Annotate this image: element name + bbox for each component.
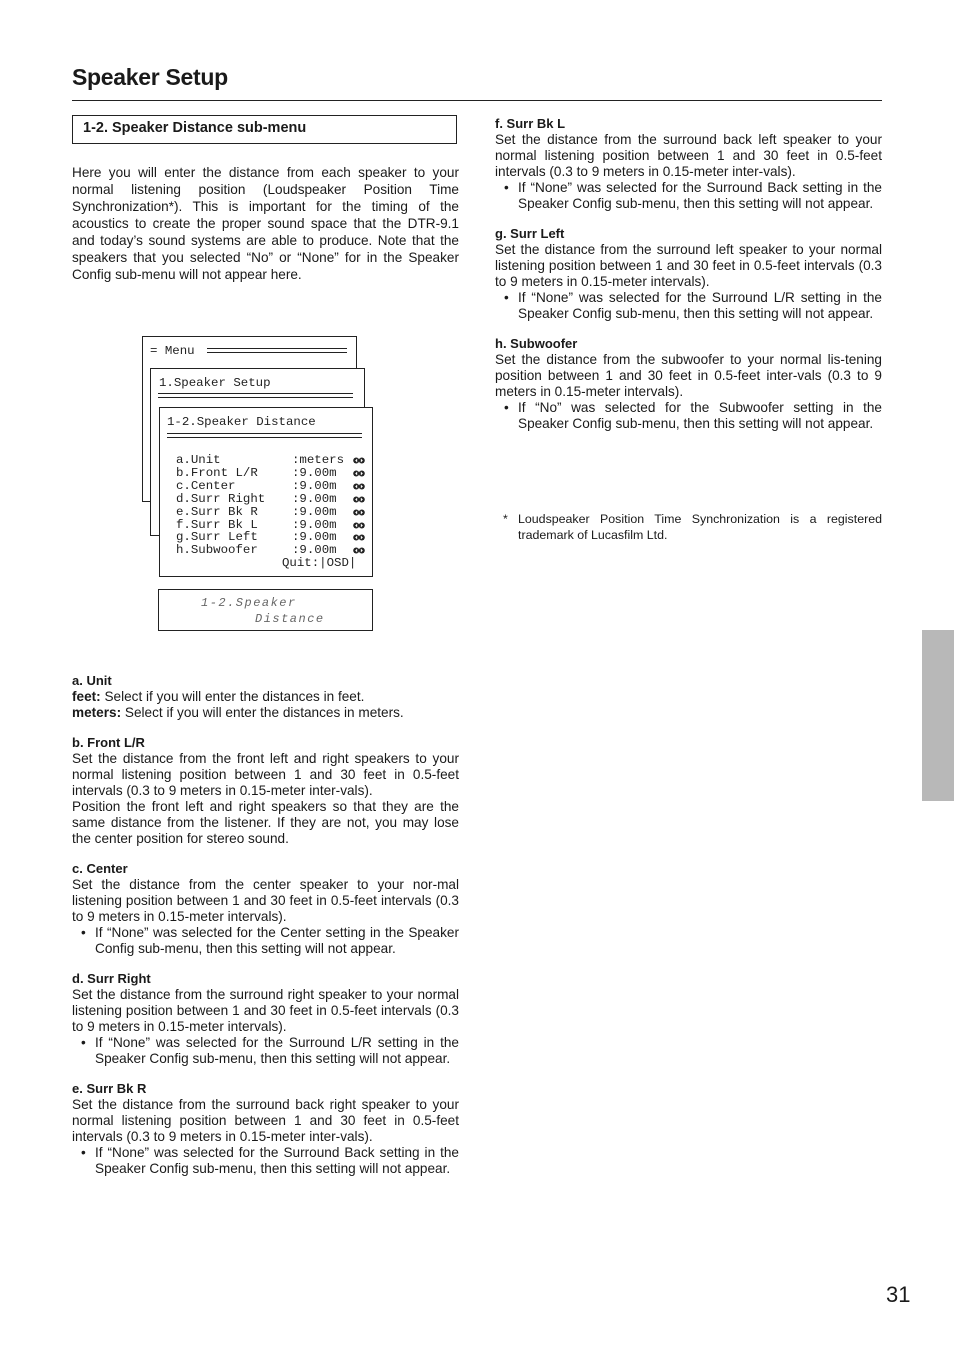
subwoofer-section bbox=[495, 336, 882, 432]
osd-setting-name: h.Subwoofer bbox=[176, 543, 258, 558]
subwoofer-paragraph: Set the distance from the subwoofer to your normal lis-tening position between 1 and 30 feet in 0.5-feet inter-vals (0.3 to 9 meters in 0.15-meter intervals). bbox=[495, 352, 882, 399]
subwoofer-heading: h. Subwoofer bbox=[495, 336, 578, 351]
osd-distance-window bbox=[159, 407, 373, 577]
display-line-1: 1-2.Speaker bbox=[201, 596, 297, 610]
center-section bbox=[72, 861, 459, 957]
osd-setting-value: :9.00m bbox=[292, 491, 337, 506]
display-line-2: Distance bbox=[255, 612, 325, 626]
footnote bbox=[495, 511, 882, 543]
osd-setting-name: g.Surr Left bbox=[176, 530, 258, 545]
center-paragraph: Set the distance from the center speaker to your nor-mal listening position between 1 and 30 feet in 0.5-feet intervals (0.3 to 9 meters in 0.15-meter intervals). bbox=[72, 877, 459, 924]
adjust-arrows-icon bbox=[353, 481, 365, 492]
surr-right-section bbox=[72, 971, 459, 1067]
page-title: Speaker Setup bbox=[72, 64, 228, 90]
adjust-arrows-icon bbox=[353, 494, 365, 505]
surr-bk-l-paragraph: Set the distance from the surround back left speaker to your normal listening position between 1 and 30 feet in 0.5-feet intervals (0.3 to 9 meters in 0.15-meter inter-vals). bbox=[495, 132, 882, 179]
intro-paragraph: Here you will enter the distance from each speaker to your normal listening position (Loudspeaker Position Time Synchronization*). This is important for the timing of the acoustics to create the proper sound space that the DTR-9.1 and today’s sound systems are able to produce. Note that the speakers that you selected “No” or “None” for in the Speaker Config sub-menu will not appear here. bbox=[72, 165, 459, 282]
osd-submenu-rule bbox=[158, 393, 353, 398]
osd-setting-name: c.Center bbox=[176, 478, 236, 493]
osd-setting-name: b.Front L/R bbox=[176, 465, 258, 480]
surr-bk-r-note: • If “None” was selected for the Surround Back setting in the Speaker Config sub-menu, then this setting will not appear. bbox=[72, 1145, 459, 1177]
front-section bbox=[72, 735, 459, 847]
surr-left-section bbox=[495, 226, 882, 322]
surr-bk-l-section bbox=[495, 116, 882, 212]
footnote-mark: * bbox=[503, 512, 508, 526]
feet-label: feet: bbox=[72, 689, 101, 704]
osd-distance-label: 1-2.Speaker Distance bbox=[167, 415, 316, 429]
title-divider bbox=[72, 100, 882, 101]
surr-right-note: • If “None” was selected for the Surround L/R setting in the Speaker Config sub-menu, then this setting will not appear. bbox=[72, 1035, 459, 1067]
surr-left-paragraph: Set the distance from the surround left speaker to your normal listening position between 1 and 30 feet in 0.5-feet intervals (0.3 to 9 meters in 0.15-meter intervals). bbox=[495, 242, 882, 289]
osd-setting-value: :9.00m bbox=[292, 517, 337, 532]
osd-submenu-label: 1.Speaker Setup bbox=[159, 376, 271, 390]
adjust-arrows-icon bbox=[353, 532, 365, 543]
subwoofer-note: • If “No” was selected for the Subwoofer setting in the Speaker Config sub-menu, then this setting will not appear. bbox=[495, 400, 882, 432]
osd-setting-name: d.Surr Right bbox=[176, 491, 266, 506]
front-paragraph-1: Set the distance from the front left and right speakers to your normal listening position between 1 and 30 feet in 0.5-feet intervals (0.3 to 9 meters in 0.15-meter inter-vals). bbox=[72, 751, 459, 798]
surr-bk-r-section bbox=[72, 1081, 459, 1177]
surr-left-note: • If “None” was selected for the Surround L/R setting in the Speaker Config sub-menu, then this setting will not appear. bbox=[495, 290, 882, 322]
meters-label: meters: bbox=[72, 705, 122, 720]
osd-setting-name: e.Surr Bk R bbox=[176, 504, 258, 519]
osd-setting-name: a.Unit bbox=[176, 453, 221, 467]
front-heading: b. Front L/R bbox=[72, 735, 145, 750]
surr-left-heading: g. Surr Left bbox=[495, 226, 565, 241]
osd-setting-value: :meters bbox=[292, 453, 345, 467]
osd-setting-value: :9.00m bbox=[292, 504, 337, 519]
surr-right-heading: d. Surr Right bbox=[72, 971, 151, 986]
unit-section bbox=[72, 673, 459, 721]
meters-text: Select if you will enter the distances in meters. bbox=[121, 705, 404, 720]
surr-bk-l-note: • If “None” was selected for the Surround Back setting in the Speaker Config sub-menu, then this setting will not appear. bbox=[495, 180, 882, 212]
adjust-arrows-icon bbox=[353, 520, 365, 531]
osd-setting-value: :9.00m bbox=[292, 543, 337, 558]
center-heading: c. Center bbox=[72, 861, 128, 876]
front-panel-display bbox=[158, 589, 373, 631]
surr-bk-r-paragraph: Set the distance from the surround back right speaker to your normal listening position between 1 and 30 feet in 0.5-feet intervals (0.3 to 9 meters in 0.15-meter inter-vals). bbox=[72, 1097, 459, 1144]
section-side-tab bbox=[922, 630, 954, 801]
osd-menu-label: = Menu bbox=[150, 344, 195, 358]
unit-heading: a. Unit bbox=[72, 673, 112, 688]
front-paragraph-2: Position the front left and right speakers so that they are the same distance from the listener. If they are not, you may lose the center position for stereo sound. bbox=[72, 799, 459, 846]
section-heading: 1-2. Speaker Distance sub-menu bbox=[72, 115, 457, 144]
osd-menu-rule bbox=[207, 348, 347, 353]
adjust-arrows-icon bbox=[353, 455, 365, 466]
surr-right-paragraph: Set the distance from the surround right speaker to your normal listening position between 1 and 30 feet in 0.5-feet intervals (0.3 to 9 meters in 0.15-meter intervals). bbox=[72, 987, 459, 1034]
osd-setting-value: :9.00m bbox=[292, 478, 337, 493]
osd-distance-rule bbox=[167, 433, 362, 438]
left-column bbox=[72, 673, 459, 1191]
feet-text: Select if you will enter the distances in feet. bbox=[100, 689, 365, 704]
center-note: • If “None” was selected for the Center setting in the Speaker Config sub-menu, then this setting will not appear. bbox=[72, 925, 459, 957]
osd-quit-label: Quit:|OSD| bbox=[282, 556, 357, 570]
unit-meters-line bbox=[72, 705, 459, 721]
unit-feet-line bbox=[72, 689, 459, 705]
right-column bbox=[495, 116, 882, 446]
osd-setting-name: f.Surr Bk L bbox=[176, 517, 258, 532]
surr-bk-l-heading: f. Surr Bk L bbox=[495, 116, 566, 131]
adjust-arrows-icon bbox=[353, 468, 365, 479]
page-number: 31 bbox=[886, 1282, 911, 1307]
adjust-arrows-icon bbox=[353, 507, 365, 518]
surr-bk-r-heading: e. Surr Bk R bbox=[72, 1081, 147, 1096]
footnote-text: Loudspeaker Position Time Synchronization is a registered trademark of Lucasfilm Ltd. bbox=[518, 512, 882, 542]
osd-setting-value: :9.00m bbox=[292, 530, 337, 545]
adjust-arrows-icon bbox=[353, 545, 365, 556]
osd-setting-value: :9.00m bbox=[292, 465, 337, 480]
